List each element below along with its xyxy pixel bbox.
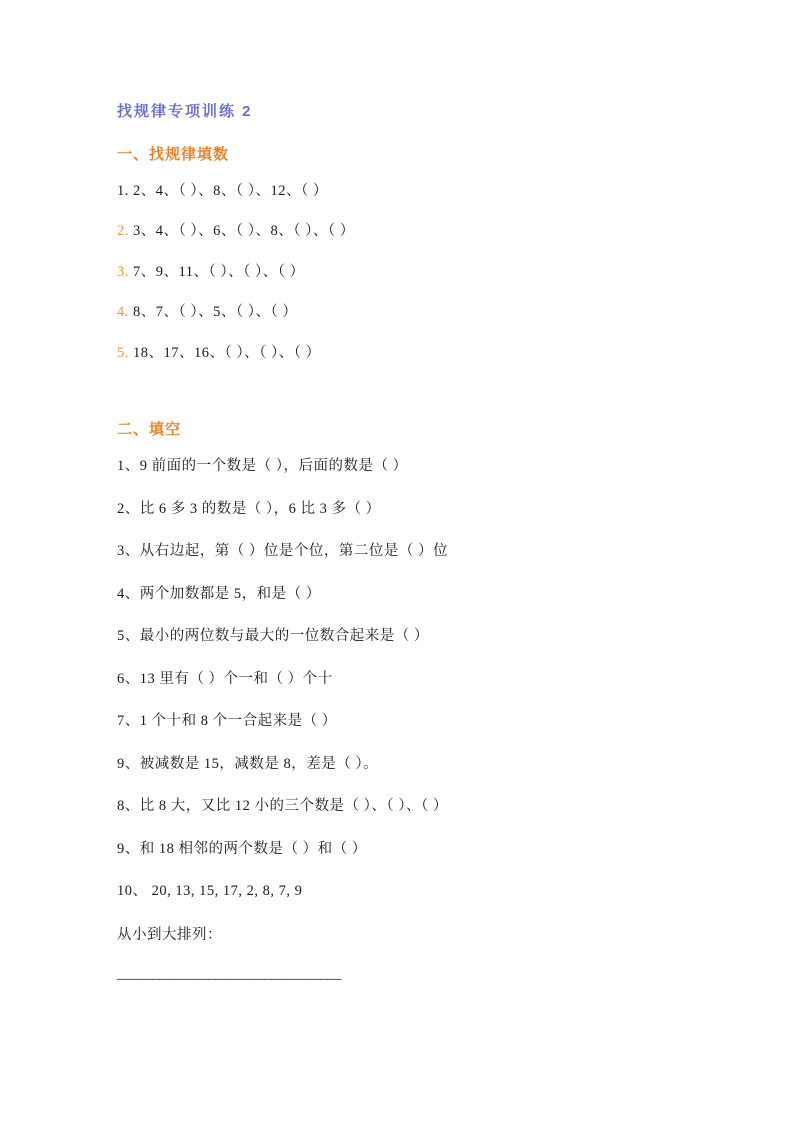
question-text: 7、1 个十和 8 个一合起来是（ ）: [117, 713, 337, 730]
section-body-2: [117, 455, 697, 982]
question-item: [117, 880, 697, 902]
section-spacer: [117, 382, 697, 418]
question-text: 2、4、（ ）、8、（ ）、12、（ ）: [133, 183, 328, 199]
question-item: [117, 710, 697, 732]
question-number: 2.: [117, 223, 129, 240]
answer-line: ________________________________: [117, 965, 341, 982]
sort-instruction: 从小到大排列：: [117, 926, 222, 943]
document-content: [117, 100, 697, 983]
question-item: [117, 455, 697, 477]
question-item: [117, 753, 697, 775]
question-item: [117, 668, 697, 690]
question-number: 1.: [117, 183, 129, 199]
question-text: 9、被减数是 15，减数是 8，差是（ ）。: [117, 755, 379, 772]
question-number: 3.: [117, 263, 129, 280]
question-item: [117, 540, 697, 562]
question-item: [117, 795, 697, 817]
question-text: 10、 20, 13, 15, 17, 2, 8, 7, 9: [117, 883, 303, 900]
question-text: 4、两个加数都是 5，和是（ ）: [117, 585, 321, 602]
question-text: 8、7、（ ）、5、（ ）、（ ）: [133, 304, 298, 321]
question-item: [117, 583, 697, 605]
question-item: [117, 220, 697, 242]
question-text: 6、13 里有（ ）个一和（ ）个十: [117, 670, 333, 687]
question-text: 2、比 6 多 3 的数是（ ），6 比 3 多（ ）: [117, 500, 381, 517]
question-text: 3、从右边起，第（ ）位是个位，第二位是（ ）位: [117, 543, 448, 560]
question-text: 7、9、11、（ ）、（ ）、（ ）: [133, 263, 305, 280]
section-heading-1: 一、找规律填数: [117, 146, 230, 163]
section-heading-2: 二、填空: [117, 421, 182, 439]
question-text: 1、9 前面的一个数是（ ），后面的数是（ ）: [117, 458, 408, 475]
question-item: [117, 301, 697, 323]
question-item: [117, 261, 697, 283]
question-item: [117, 838, 697, 860]
question-text: 9、和 18 相邻的两个数是（ ）和（ ）: [117, 840, 367, 857]
question-number: 4.: [117, 304, 129, 321]
question-text: 8、比 8 大，又比 12 小的三个数是（ ）、（ ）、（ ）: [117, 798, 448, 815]
question-item: [117, 498, 697, 520]
question-text: 5、最小的两位数与最大的一位数合起来是（ ）: [117, 628, 429, 645]
question-number: 5.: [117, 344, 129, 361]
question-text: 18、17、16、（ ）、（ ）、（ ）: [133, 344, 321, 361]
page-title: 找规律专项训练 2: [117, 103, 253, 120]
question-item: [117, 625, 697, 647]
question-item: [117, 180, 697, 202]
question-text: 3、4、（ ）、6、（ ）、8、（ ）、（ ）: [133, 223, 355, 240]
question-item: [117, 342, 697, 364]
